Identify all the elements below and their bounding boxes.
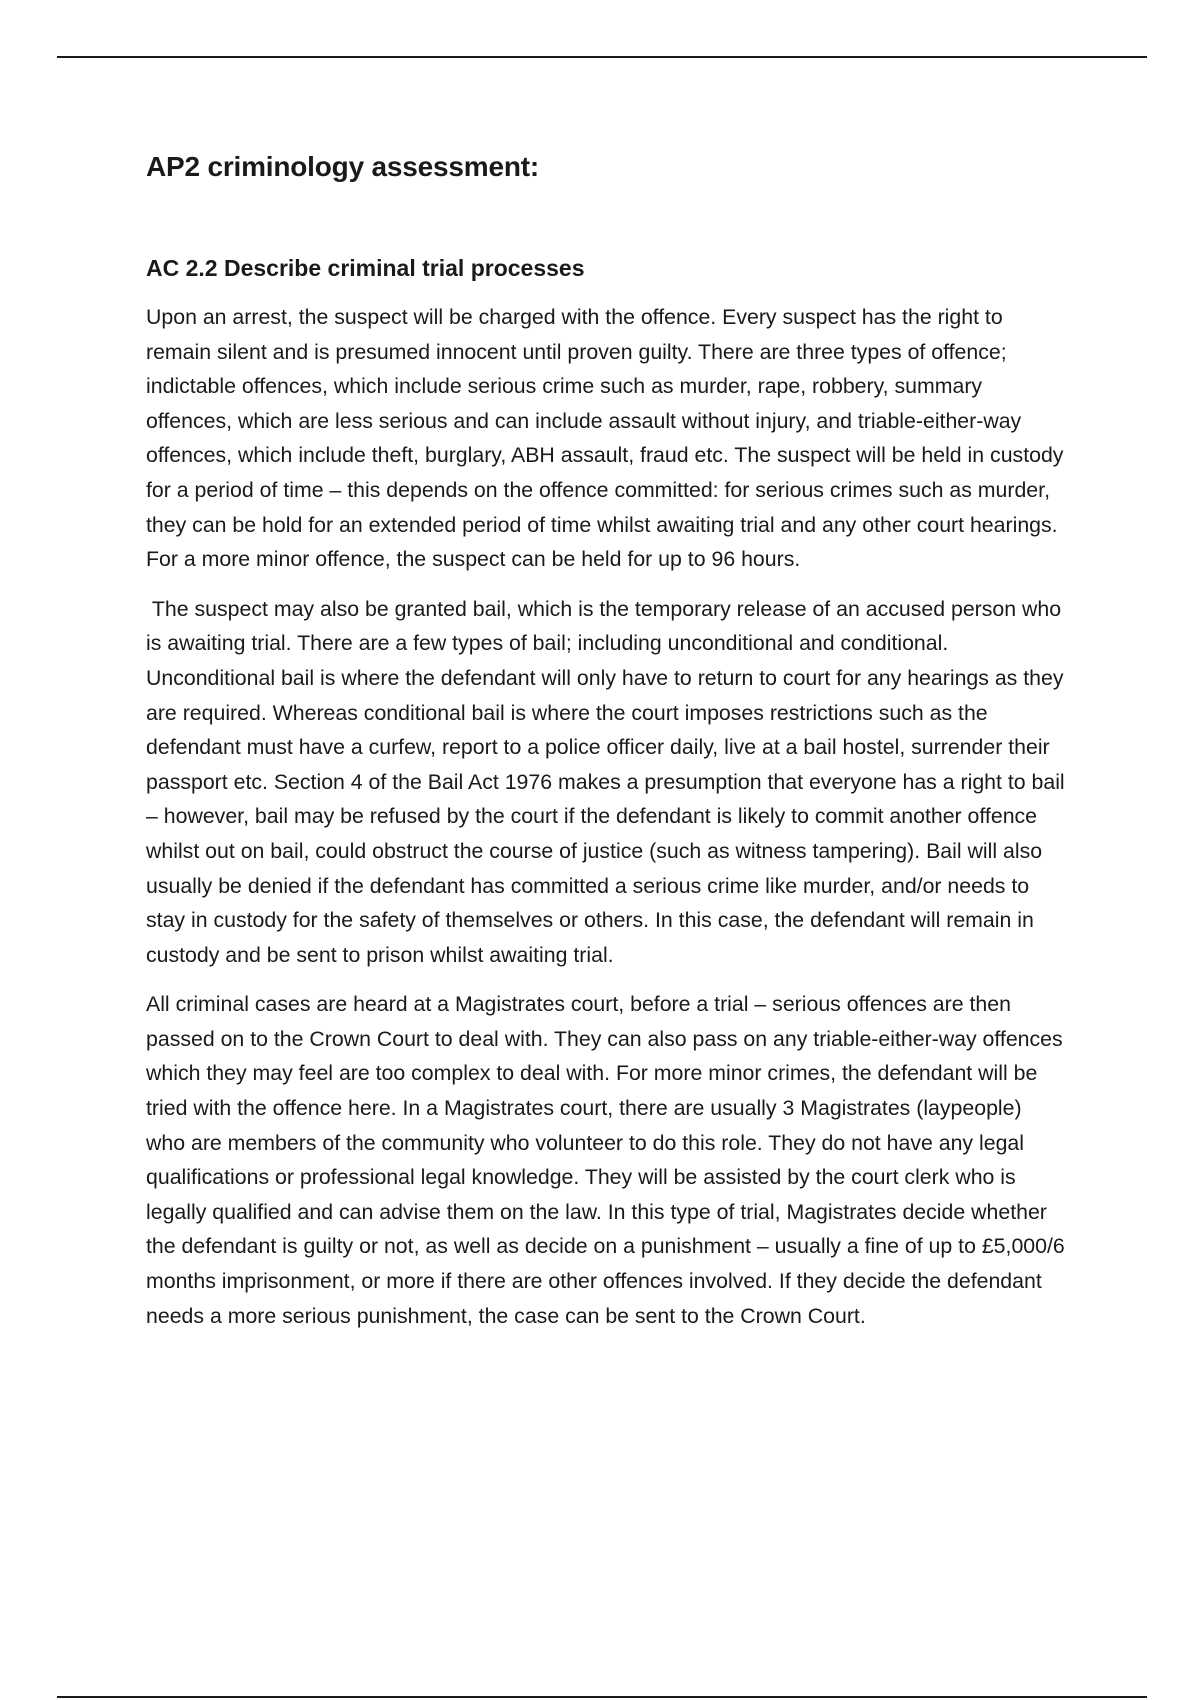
document-title: AP2 criminology assessment: [146,151,539,182]
paragraph-magistrates-court: All criminal cases are heard at a Magistrates court, before a trial – serious offences are then passed on to the Crown Court to deal with. They can also pass on any triable-either-way offences which they may feel are too complex to deal with. For more minor crimes, the defendant will be tried with the offence here. In a Magistrates court, there are usually 3 Magistrates (laypeople) who are members of the community who volunteer to do this role. They do not have any legal qualifications or professional legal knowledge. They will be assisted by the court clerk who is legally qualified and can advise them on the law. In this type of trial, Magistrates decide whether the defendant is guilty or not, as well as decide on a punishment – usually a fine of up to £5,000/6 months imprisonment, or more if there are other offences involved. If they decide the defendant needs a more serious punishment, the case can be sent to the Crown Court. [146,992,1065,1328]
document-body [146,145,1066,1333]
paragraph-arrest-and-custody: Upon an arrest, the suspect will be charged with the offence. Every suspect has the right to remain silent and is presumed innocent until proven guilty. There are three types of offence; indictable offences, which include serious crime such as murder, rape, robbery, summary offences, which are less serious and can include assault without injury, and triable-either-way offences, which include theft, burglary, ABH assault, fraud etc. The suspect will be held in custody for a period of time – this depends on the offence committed: for serious crimes such as murder, they can be hold for an extended period of time whilst awaiting trial and any other court hearings. For a more minor offence, the suspect can be held for up to 96 hours. [146,305,1064,572]
paragraph-bail: The suspect may also be granted bail, which is the temporary release of an accused person who is awaiting trial. There are a few types of bail; including unconditional and conditional. Unconditional bail is where the defendant will only have to return to court for any hearings as they are required. Whereas conditional bail is where the court imposes restrictions such as the defendant must have a curfew, report to a police officer daily, live at a bail hostel, surrender their passport etc. Section 4 of the Bail Act 1976 makes a presumption that everyone has a right to bail – however, bail may be refused by the court if the defendant is likely to commit another offence whilst out on bail, could obstruct the course of justice (such as witness tampering). Bail will also usually be denied if the defendant has committed a serious crime like murder, and/or needs to stay in custody for the safety of themselves or others. In this case, the defendant will remain in custody and be sent to prison whilst awaiting trial. [146,596,1065,967]
header-rule [57,56,1147,58]
section-heading: AC 2.2 Describe criminal trial processes [146,255,585,281]
footer-rule [57,1696,1147,1698]
